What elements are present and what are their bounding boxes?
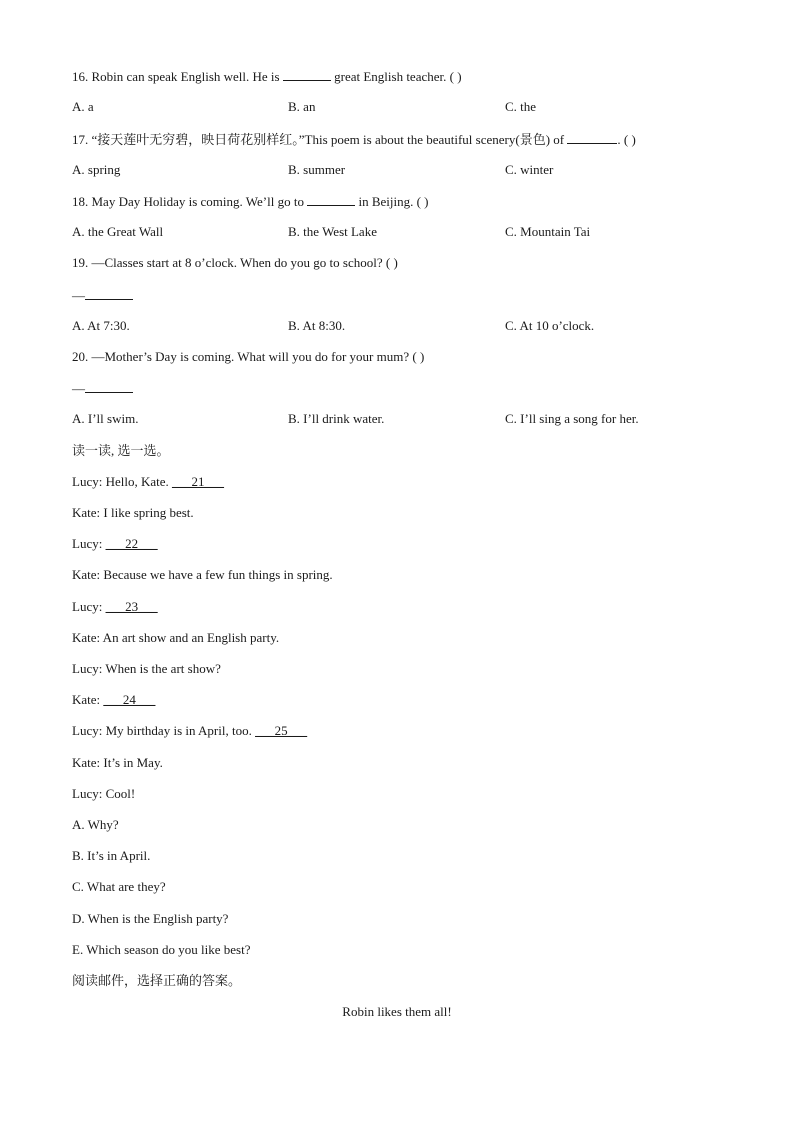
dialogue-line: Lucy: Cool! (72, 786, 136, 801)
answer-blank[interactable] (307, 193, 355, 206)
choice-b[interactable]: B. It’s in April. (72, 848, 151, 863)
question-stem: “接天莲叶无穷碧，映日荷花别样红。”This poem is about the beautiful scenery(景色) of (91, 132, 568, 147)
dialogue-line: Lucy: ___23___ (72, 599, 158, 614)
question-20 (72, 349, 424, 365)
question-number: 17. (72, 132, 89, 147)
answer-blank[interactable] (283, 68, 331, 81)
option-c[interactable]: C. I’ll sing a song for her. (505, 411, 639, 426)
option-a[interactable]: A. I’ll swim. (72, 411, 139, 426)
question-number: 20. (72, 349, 89, 364)
question-17 (72, 131, 636, 148)
question-number: 18. (72, 194, 89, 209)
answer-line (72, 287, 133, 304)
dialogue-line: Kate: I like spring best. (72, 505, 194, 520)
section-heading-dialogue: 读一读, 选一选。 (72, 443, 170, 458)
question-stem: —Classes start at 8 o’clock. When do you go to school? ( ) (91, 255, 398, 270)
option-b[interactable]: B. summer (288, 162, 346, 177)
option-c[interactable]: C. the (505, 99, 537, 114)
choice-c[interactable]: C. What are they? (72, 879, 166, 894)
dialogue-blank-21[interactable]: ___21___ (172, 474, 224, 489)
dialogue-line: Kate: It’s in May. (72, 755, 163, 770)
dialogue-line: Kate: ___24___ (72, 692, 156, 707)
option-c[interactable]: C. winter (505, 162, 554, 177)
dialogue-blank-25[interactable]: ___25___ (255, 723, 308, 738)
dialogue-line: Lucy: Hello, Kate. ___21___ (72, 474, 224, 489)
option-b[interactable]: B. At 8:30. (288, 318, 346, 333)
option-c[interactable]: C. At 10 o’clock. (505, 318, 595, 333)
answer-blank[interactable] (85, 287, 133, 300)
question-stem-end: in Beijing. ( ) (355, 194, 429, 209)
dialogue-line: Kate: An art show and an English party. (72, 630, 280, 645)
question-stem: May Day Holiday is coming. We’ll go to (91, 194, 308, 209)
question-stem-end: . ( ) (617, 132, 636, 147)
option-b[interactable]: B. an (288, 99, 316, 114)
dialogue-line: Lucy: When is the art show? (72, 661, 221, 676)
choice-d[interactable]: D. When is the English party? (72, 911, 229, 926)
dialogue-blank-22[interactable]: ___22___ (105, 536, 158, 551)
option-a[interactable]: A. At 7:30. (72, 318, 130, 333)
dialogue-blank-24[interactable]: ___24___ (103, 692, 156, 707)
answer-line (72, 380, 133, 397)
option-a[interactable]: A. the Great Wall (72, 224, 164, 239)
section-heading-email: 阅读邮件，选择正确的答案。 (72, 973, 242, 988)
choice-a[interactable]: A. Why? (72, 817, 119, 832)
option-a[interactable]: A. spring (72, 162, 121, 177)
question-number: 16. (72, 69, 89, 84)
dialogue-line: Lucy: My birthday is in April, too. ___25___ (72, 723, 308, 738)
question-stem-end: great English teacher. ( ) (330, 69, 462, 84)
option-a[interactable]: A. a (72, 99, 94, 114)
question-16 (72, 68, 462, 85)
option-c[interactable]: C. Mountain Tai (505, 224, 591, 239)
choice-e[interactable]: E. Which season do you like best? (72, 942, 251, 957)
option-b[interactable]: B. I’ll drink water. (288, 411, 385, 426)
dialogue-line: Kate: Because we have a few fun things in spring. (72, 567, 333, 582)
question-stem: —Mother’s Day is coming. What will you do for your mum? ( ) (91, 349, 425, 364)
question-number: 19. (72, 255, 89, 270)
answer-blank[interactable] (567, 131, 617, 144)
dash-prefix: — (72, 381, 85, 396)
dialogue-line: Lucy: ___22___ (72, 536, 158, 551)
answer-blank[interactable] (85, 380, 133, 393)
question-19 (72, 255, 398, 271)
option-b[interactable]: B. the West Lake (288, 224, 377, 239)
dialogue-blank-23[interactable]: ___23___ (105, 599, 158, 614)
dash-prefix: — (72, 288, 85, 303)
question-stem: Robin can speak English well. He is (91, 69, 283, 84)
question-18 (72, 193, 429, 210)
email-centered-line: Robin likes them all! (342, 1004, 452, 1019)
